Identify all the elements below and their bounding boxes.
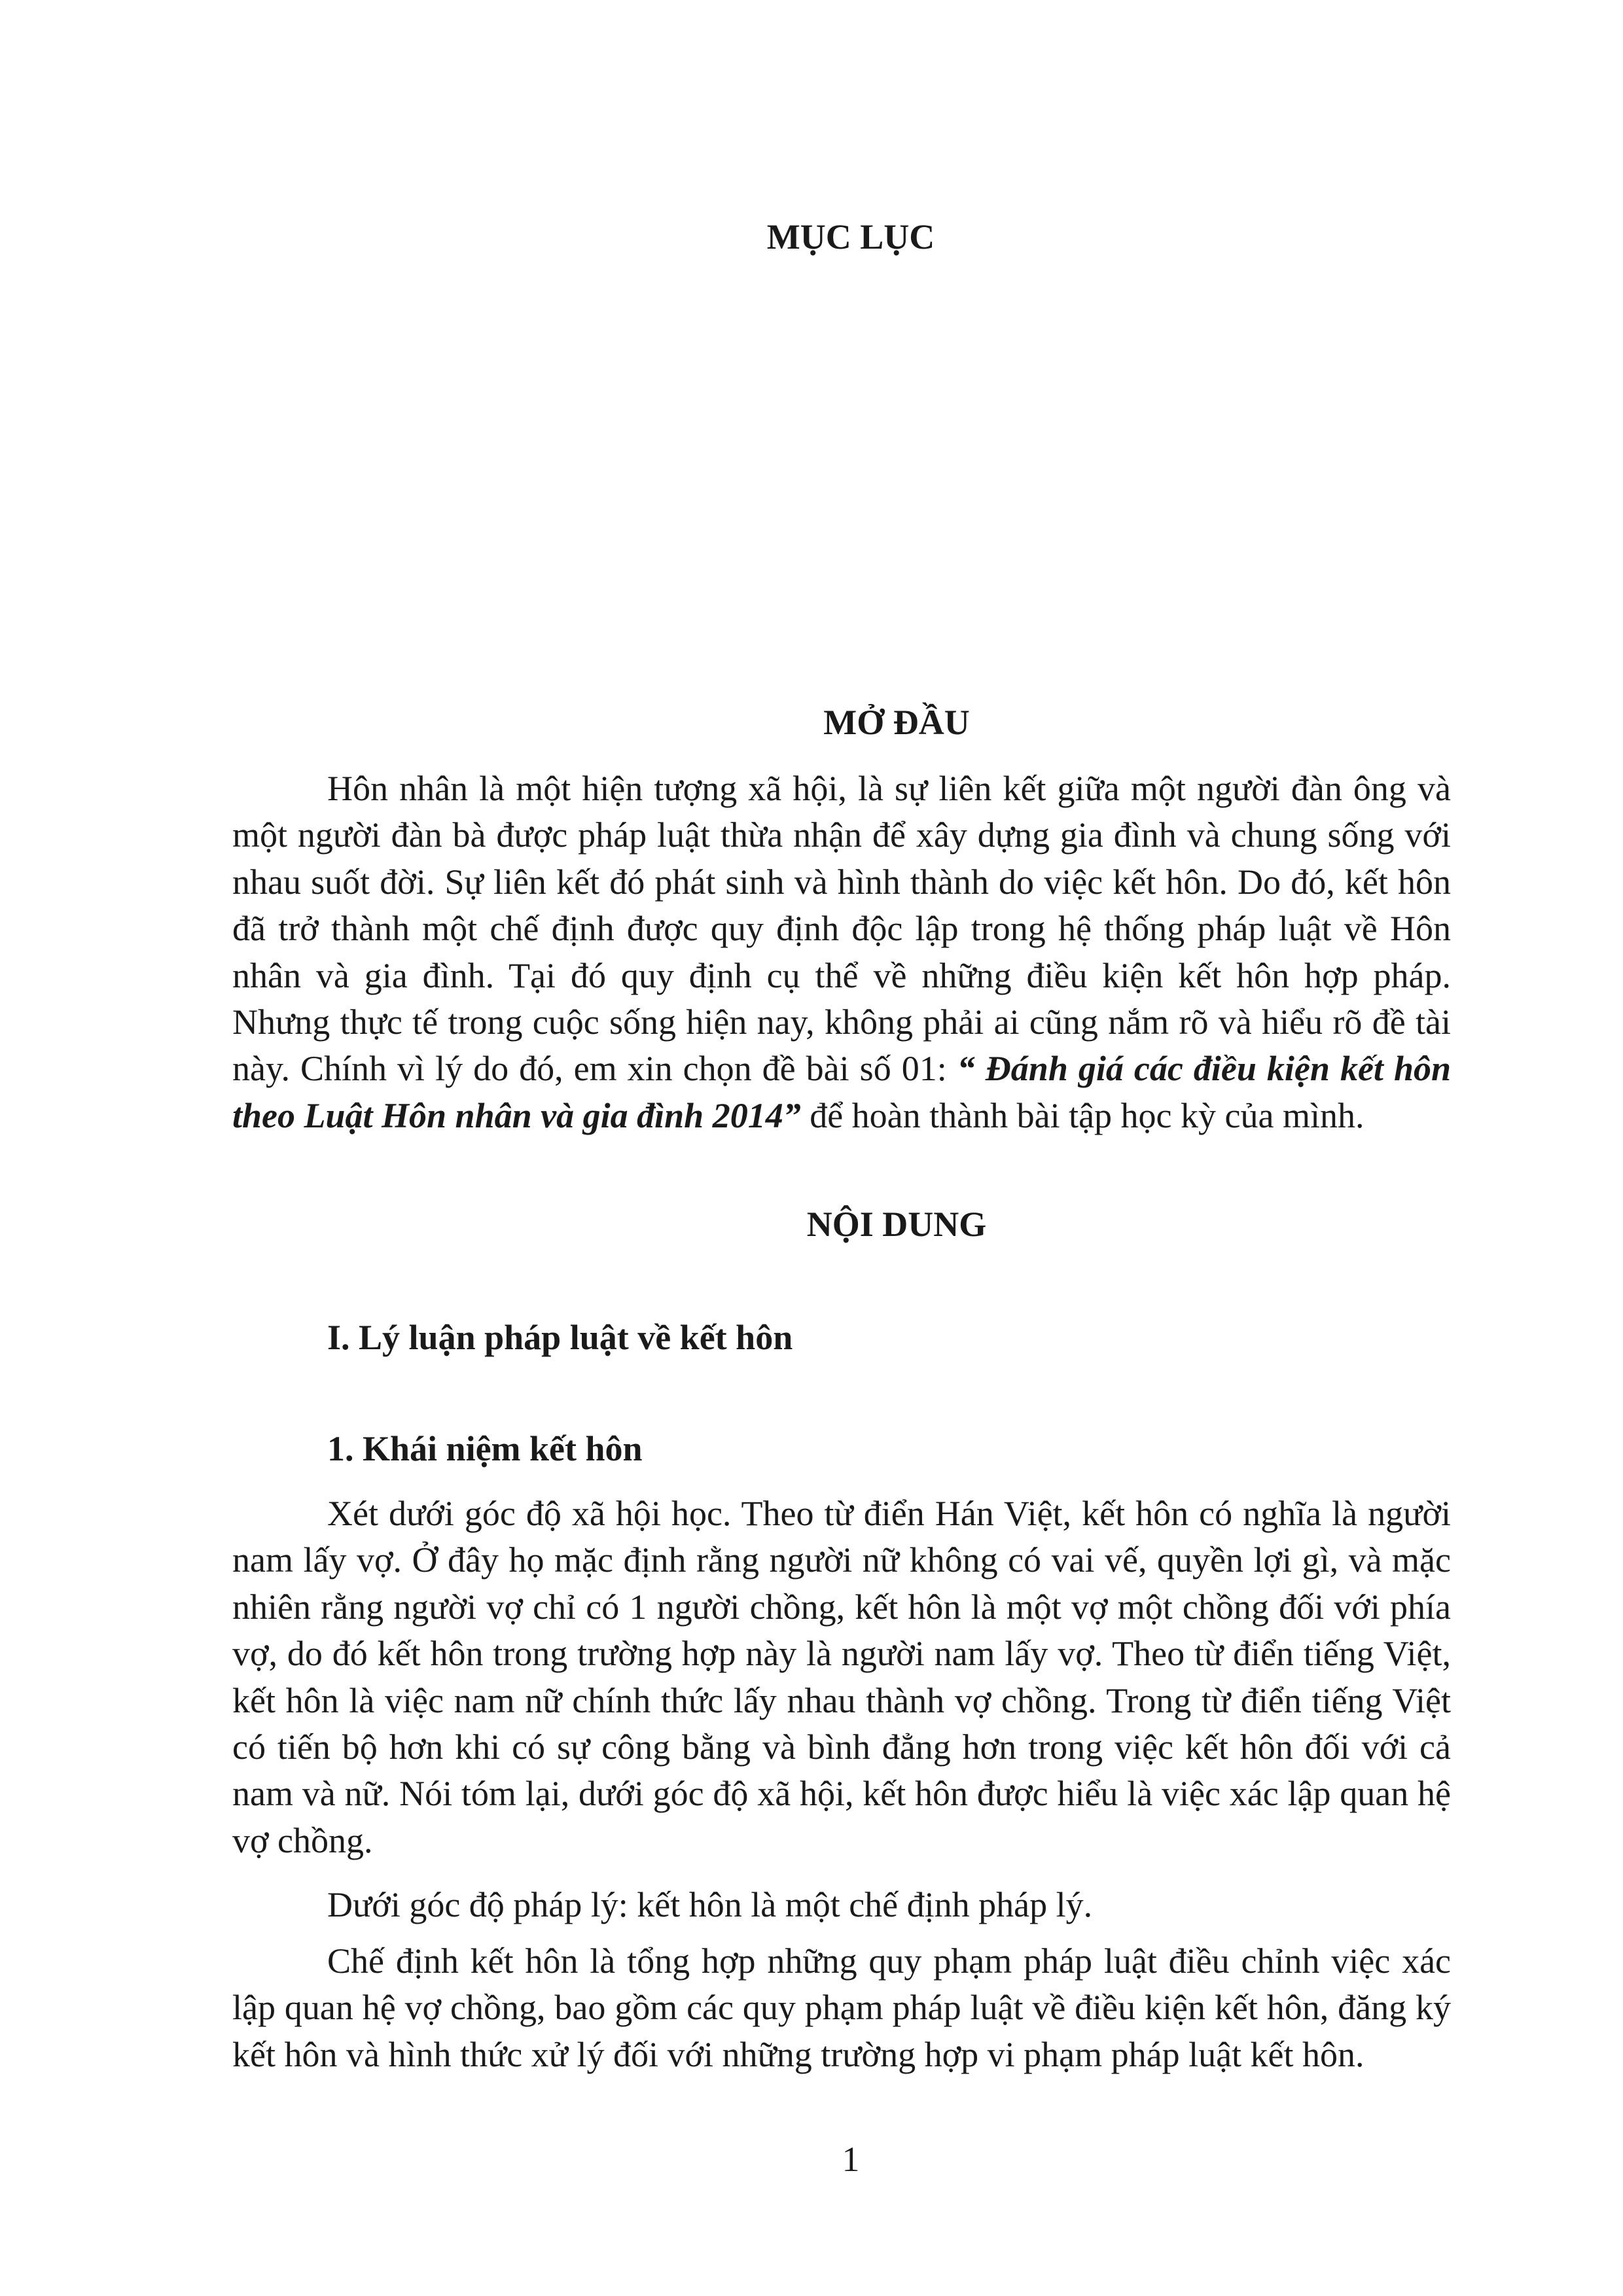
intro-text-before: Hôn nhân là một hiện tượng xã hội, là sự liên kết giữa một người đàn ông và một người đàn bà được pháp luật thừa nhận để xây dựng gia đình và chung sống với nhau suốt đời. Sự liên kết đó phát sinh và hình thành do việc kết hôn. Do đó, kết hôn đã trở thành một chế định được quy định độc lập trong hệ thống pháp luật về Hôn nhân và gia đình. Tại đó quy định cụ thể về những điều kiện kết hôn hợp pháp. Nhưng thực tế trong cuộc sống hiện nay, không phải ai cũng nắm rõ và hiểu rõ đề tài này. Chính vì lý do đó, em xin chọn đề bài số 01: — [232, 769, 1451, 1089]
intro-paragraph — [232, 766, 1451, 1139]
subsection-heading: 1. Khái niệm kết hôn — [327, 1429, 643, 1468]
body-paragraph-2: Dưới góc độ pháp lý: kết hôn là một chế định pháp lý. — [327, 1885, 1093, 1924]
intro-text-after: để hoàn thành bài tập học kỳ của mình. — [800, 1095, 1364, 1135]
body-paragraph-1: Xét dưới góc độ xã hội học. Theo từ điển Hán Việt, kết hôn có nghĩa là người nam lấy vợ. Ở đây họ mặc định rằng người nữ không có vai vế, quyền lợi gì, và mặc nhiên rằng người vợ chỉ có 1 người chồng, kết hôn là một vợ một chồng đối với phía vợ, do đó kết hôn trong trường hợp này là người nam lấy vợ. Theo từ điển tiếng Việt, kết hôn là việc nam nữ chính thức lấy nhau thành vợ chồng. Trong từ điển tiếng Việt có tiến bộ hơn khi có sự công bằng và bình đẳng hơn trong việc kết hôn đối với cả nam và nữ. Nói tóm lại, dưới góc độ xã hội, kết hôn được hiểu là việc xác lập quan hệ vợ chồng. — [232, 1494, 1451, 1860]
content-title: NỘI DUNG — [806, 1205, 987, 1244]
topic-quote: “ Đánh giá các điều kiện kết hôn theo Luật Hôn nhân và gia đình 2014” — [232, 1049, 1452, 1135]
page-number: 1 — [842, 2140, 860, 2179]
section-heading: I. Lý luận pháp luật về kết hôn — [327, 1318, 793, 1357]
toc-title: MỤC LỤC — [766, 217, 935, 256]
intro-title: MỞ ĐẦU — [823, 703, 970, 742]
body-paragraph-3: Chế định kết hôn là tổng hợp những quy phạm pháp luật điều chỉnh việc xác lập quan hệ vợ chồng, bao gồm các quy phạm pháp luật về điều kiện kết hôn, đăng ký kết hôn và hình thức xử lý đối với những trường hợp vi phạm pháp luật kết hôn. — [232, 1941, 1451, 2074]
